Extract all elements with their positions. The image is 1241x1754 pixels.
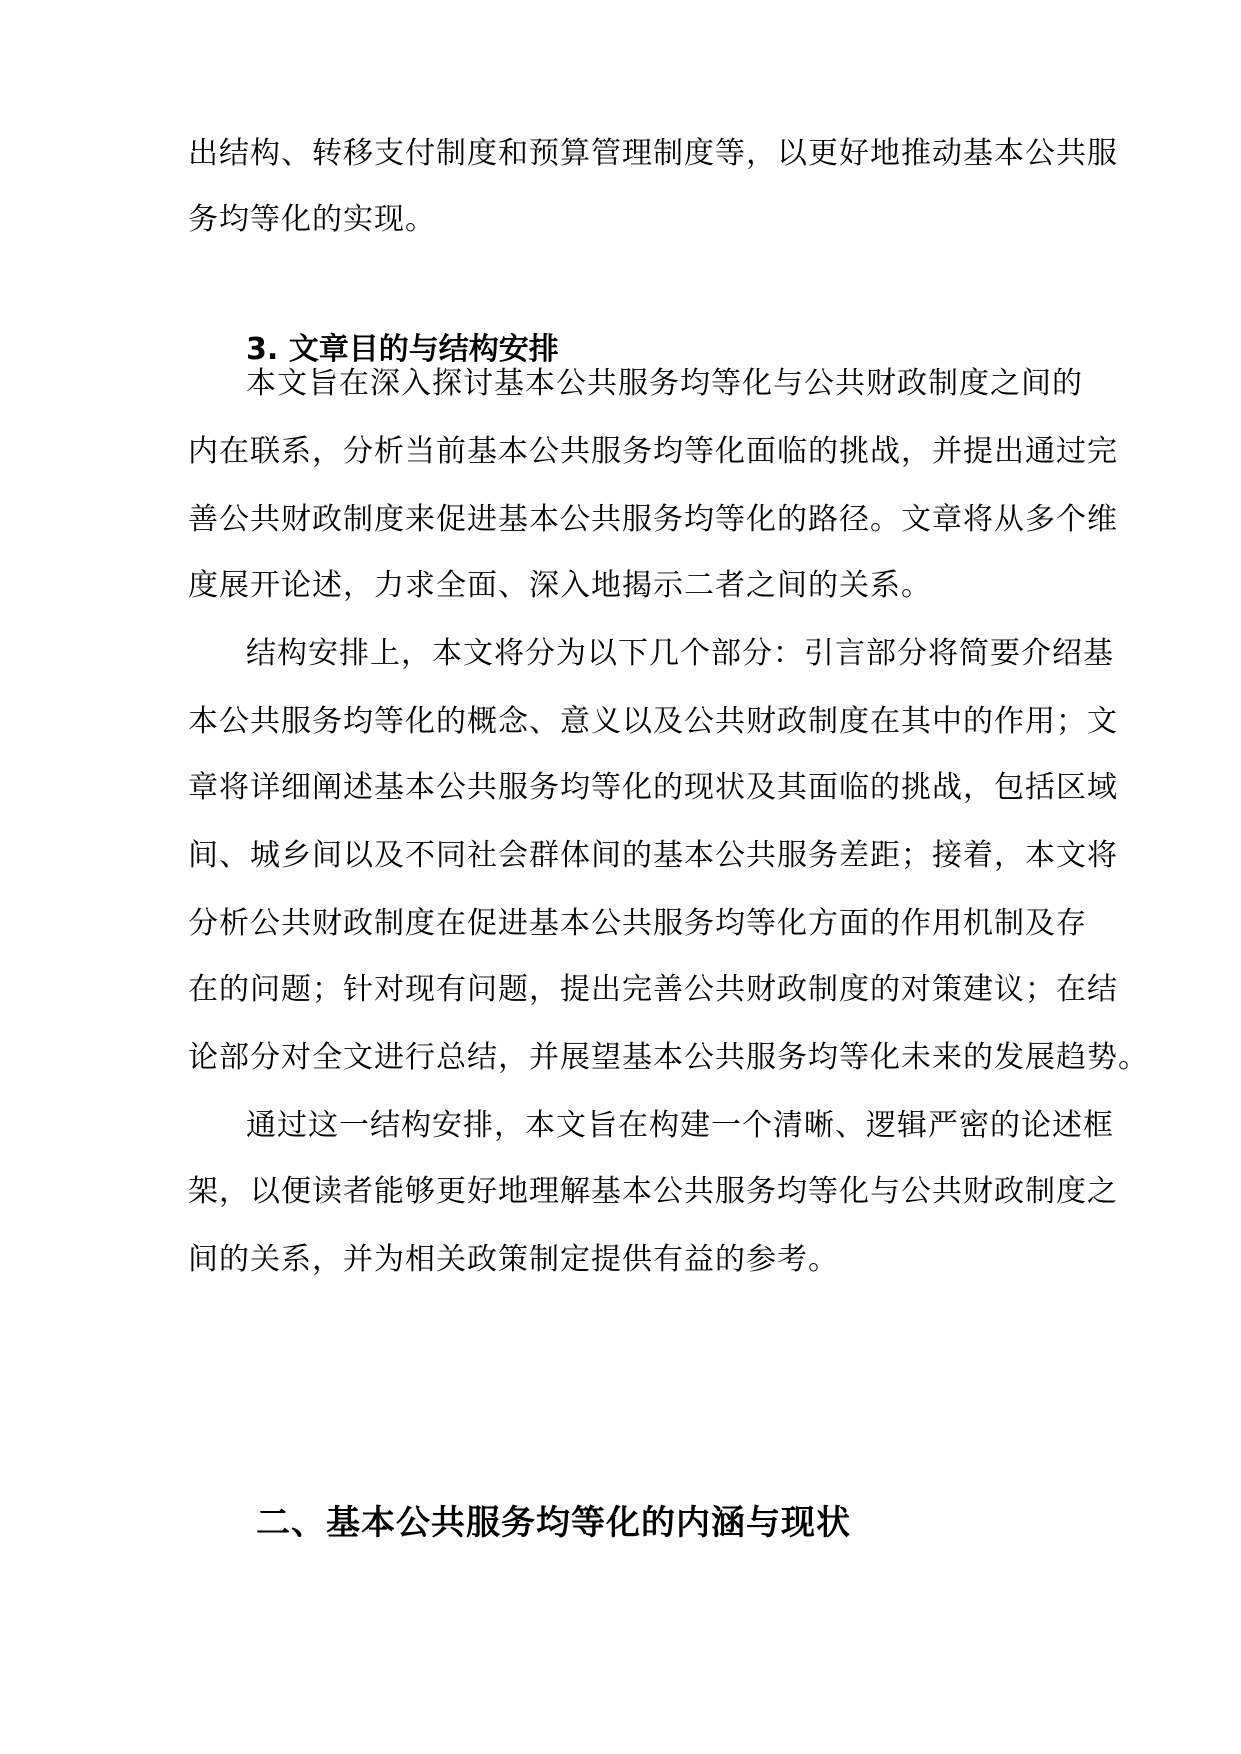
paragraph-line: 论部分对全文进行总结，并展望基本公共服务均等化未来的发展趋势。 (188, 1040, 1149, 1075)
paragraph-line: 架，以便读者能够更好地理解基本公共服务均等化与公共财政制度之 (188, 1174, 1118, 1209)
paragraph-line: 本公共服务均等化的概念、意义以及公共财政制度在其中的作用；文 (188, 704, 1118, 739)
paragraph-line: 分析公共财政制度在促进基本公共服务均等化方面的作用机制及存 (188, 906, 1087, 941)
paragraph-line: 在的问题；针对现有问题，提出完善公共财政制度的对策建议；在结 (188, 972, 1118, 1007)
paragraph-line: 度展开论述，力求全面、深入地揭示二者之间的关系。 (188, 568, 932, 603)
paragraph-line: 务均等化的实现。 (188, 202, 436, 237)
paragraph-line: 结构安排上，本文将分为以下几个部分：引言部分将简要介绍基 (246, 636, 1114, 671)
section-2-heading: 二、基本公共服务均等化的内涵与现状 (256, 1503, 851, 1543)
paragraph-line: 出结构、转移支付制度和预算管理制度等，以更好地推动基本公共服 (188, 136, 1118, 171)
paragraph-line: 内在联系，分析当前基本公共服务均等化面临的挑战，并提出通过完 (188, 434, 1118, 469)
paragraph-line: 间的关系，并为相关政策制定提供有益的参考。 (188, 1242, 839, 1277)
paragraph-line: 善公共财政制度来促进基本公共服务均等化的路径。文章将从多个维 (188, 502, 1118, 537)
paragraph-line: 间、城乡间以及不同社会群体间的基本公共服务差距；接着，本文将 (188, 838, 1118, 873)
section-3-heading: 3. 文章目的与结构安排 (246, 332, 559, 367)
paragraph-line: 本文旨在深入探讨基本公共服务均等化与公共财政制度之间的 (246, 366, 1083, 401)
paragraph-line: 通过这一结构安排，本文旨在构建一个清晰、逻辑严密的论述框 (246, 1108, 1114, 1143)
paragraph-line: 章将详细阐述基本公共服务均等化的现状及其面临的挑战，包括区域 (188, 770, 1118, 805)
